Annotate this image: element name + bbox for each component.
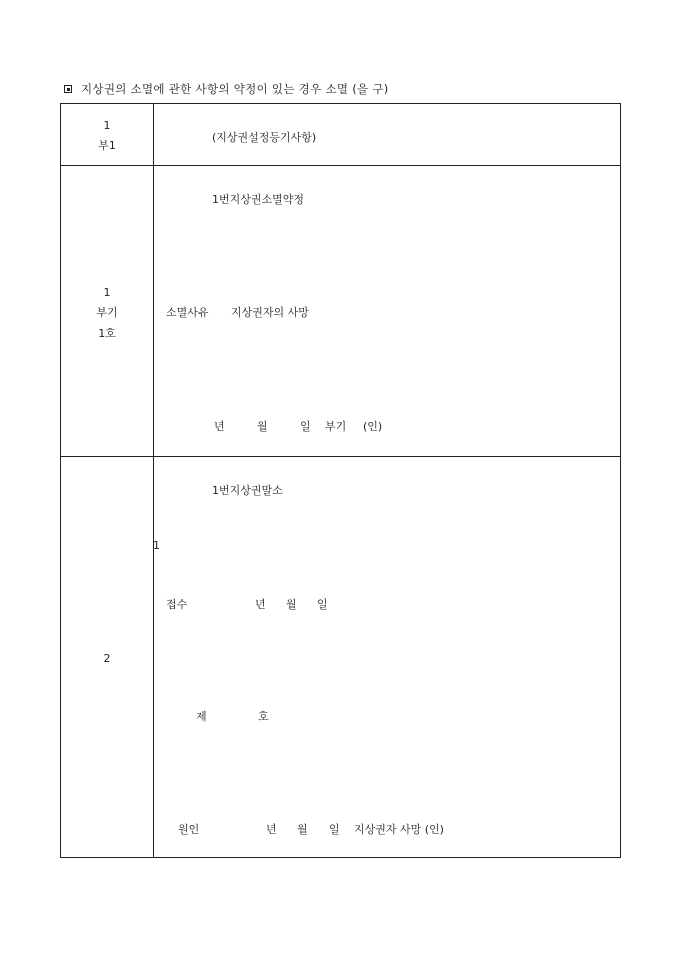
cause-value: 지상권자 사망 (인) — [354, 823, 444, 836]
receipt-label: 접수 — [166, 598, 188, 611]
row-divider — [61, 165, 620, 166]
square-bullet-icon — [64, 85, 72, 93]
rank-sub-label: 1호 — [98, 327, 116, 340]
column-divider — [153, 104, 154, 857]
cause-year-label: 년 — [266, 823, 277, 836]
receipt-day-label: 일 — [317, 598, 328, 611]
receipt-month-label: 월 — [286, 598, 297, 611]
entry-purpose: 1번지상권소멸약정 — [212, 193, 305, 206]
rank-number: 1 — [103, 286, 111, 299]
section-heading-text: 지상권의 소멸에 관한 사항의 약정이 있는 경우 소멸 (을 구) — [81, 82, 389, 96]
cause-label: 원인 — [178, 823, 200, 836]
rank-label: 부1 — [98, 139, 116, 152]
seal-mark: (인) — [363, 420, 383, 433]
date-day-label: 일 — [300, 420, 311, 433]
entry-cause-value: 지상권자의 사망 — [231, 306, 309, 319]
row-divider — [61, 456, 620, 457]
number-suffix-label: 호 — [258, 710, 269, 723]
cause-day-label: 일 — [329, 823, 340, 836]
register-table — [60, 103, 621, 858]
section-heading — [64, 81, 389, 97]
annotation-label: 부기 — [325, 420, 347, 433]
entry-cause-label: 소멸사유 — [166, 306, 209, 319]
entry-purpose: 1번지상권말소 — [212, 484, 283, 497]
registration-note: (지상권설정등기사항) — [212, 131, 317, 144]
rank-number: 1 — [103, 119, 111, 132]
number-prefix-label: 제 — [196, 710, 207, 723]
rank-number: 2 — [103, 652, 111, 665]
receipt-year-label: 년 — [255, 598, 266, 611]
date-month-label: 월 — [257, 420, 268, 433]
entry-number: 1 — [153, 539, 160, 552]
rank-label: 부기 — [96, 306, 118, 319]
cause-month-label: 월 — [297, 823, 308, 836]
date-year-label: 년 — [214, 420, 225, 433]
